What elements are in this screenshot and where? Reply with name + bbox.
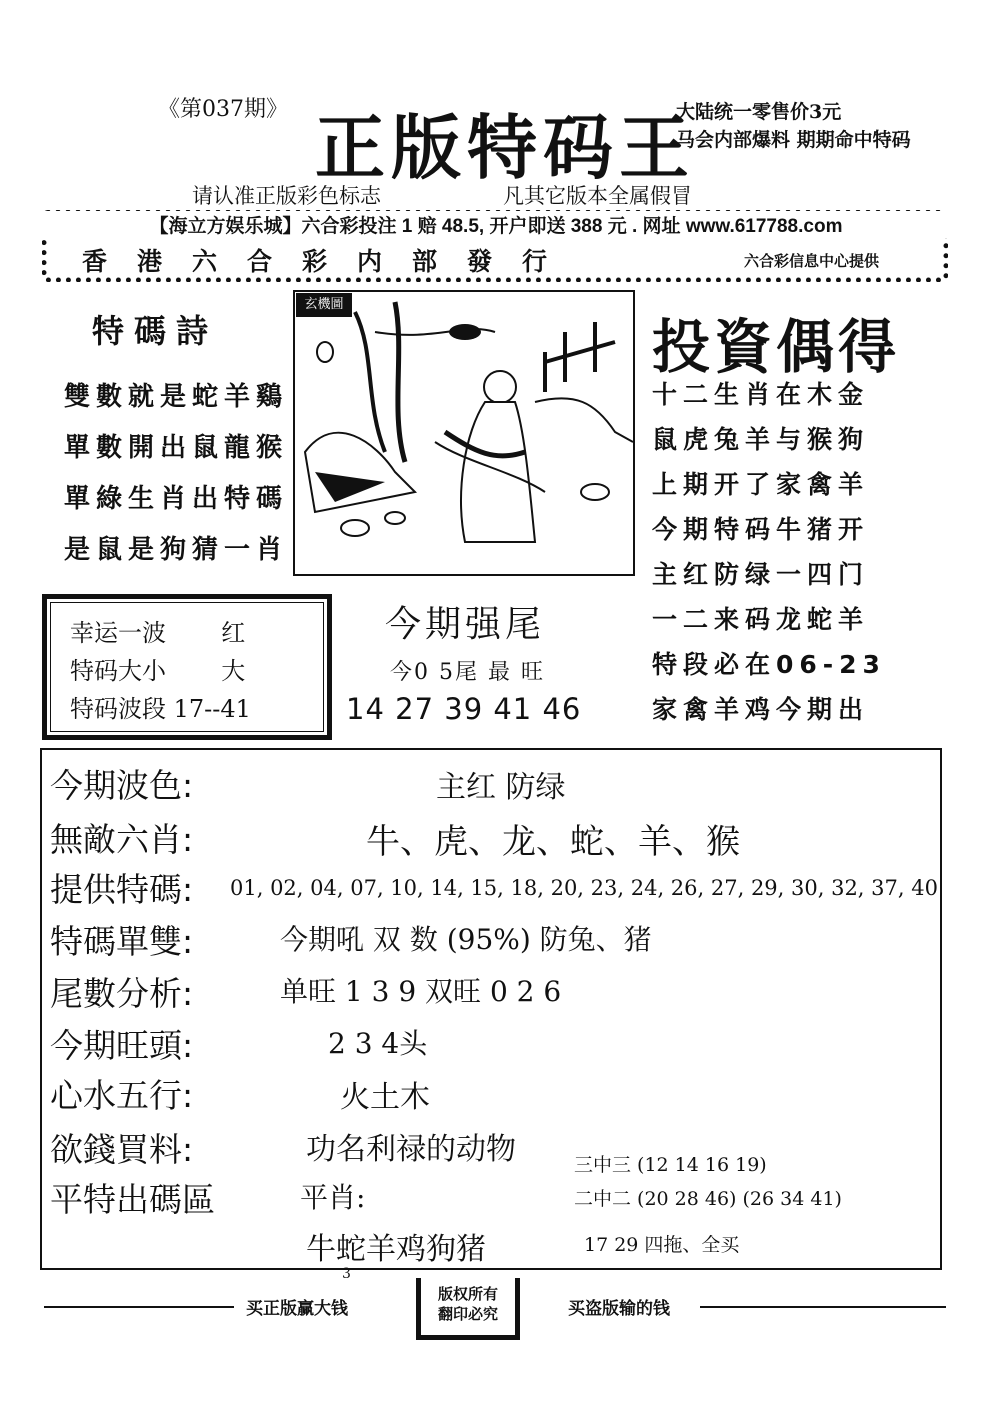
issuer-text: 香港六合彩内部發行 (82, 247, 578, 276)
copyright-box (416, 1278, 520, 1340)
invest-line: 十二生肖在木金 (652, 380, 870, 409)
money-label: 欲錢買料: (50, 1130, 194, 1169)
copyright-line: 版权所有 (437, 1285, 498, 1303)
color-value: 主红 防绿 (436, 770, 566, 805)
flat-label: 平特出碼區 (50, 1180, 215, 1219)
head-value: 2 3 4头 (328, 1027, 428, 1060)
poem-lines (64, 372, 288, 576)
footer-line-left (44, 1306, 234, 1308)
strong-tail-sub: 今0 5尾 最 旺 (390, 660, 545, 685)
lucky-info (70, 614, 251, 728)
six-animals-value: 牛、虎、龙、蛇、羊、猴 (366, 822, 740, 862)
illustration (293, 290, 635, 576)
two-two: 二中二 (20 28 46) (26 34 41) (574, 1188, 842, 1210)
sage-illustration (295, 292, 633, 574)
issue-number: 《第037期》 (158, 97, 288, 122)
poem-title: 特碼詩 (92, 312, 219, 350)
poem-line: 是鼠是狗猜一肖 (64, 535, 289, 565)
price-info (676, 98, 911, 154)
odd-even-label: 特碼單雙: (50, 922, 194, 961)
provider-text: 六合彩信息中心提供 (744, 252, 880, 270)
price-text: 大陆统一零售价3元 (676, 101, 842, 123)
counterfeit-warning: 凡其它版本全属假冒 (503, 184, 692, 208)
lucky-label: 特码大小 (70, 657, 166, 685)
element-value: 火土木 (340, 1080, 430, 1115)
copyright-line: 翻印必究 (437, 1305, 498, 1323)
page-title: 正版特码王 (315, 106, 695, 189)
lucky-row (70, 690, 251, 728)
lucky-value: 红 (221, 619, 246, 647)
invest-line: 家禽羊鸡今期出 (652, 695, 870, 724)
tail-label: 尾數分析: (50, 974, 194, 1013)
tagline-text: 马会内部爆料 期期命中特码 (676, 129, 911, 151)
invest-line: 主红防绿一四门 (652, 560, 870, 589)
invest-line: 鼠虎兔羊与猴狗 (652, 425, 870, 454)
element-label: 心水五行: (50, 1076, 194, 1115)
invest-line: 上期开了家禽羊 (652, 470, 870, 499)
invest-line: 今期特码牛猪开 (652, 515, 870, 544)
codes-label: 提供特碼: (50, 870, 194, 909)
lucky-label: 幸运一波 (70, 619, 166, 647)
four-drag: 17 29 四拖、全买 (584, 1234, 740, 1256)
strong-tail-numbers: 14 27 39 41 46 (346, 692, 582, 726)
tail-value: 单旺 1 3 9 双旺 0 2 6 (280, 975, 562, 1008)
strong-tail-title: 今期强尾 (385, 604, 546, 645)
codes-value: 01, 02, 04, 07, 10, 14, 15, 18, 20, 23, 24, 26, 27, 29, 30, 32, 37, 40 (230, 876, 938, 900)
invest-title: 投資偶得 (652, 313, 901, 381)
invest-line: 一二来码龙蛇羊 (652, 605, 870, 634)
lucky-row (70, 614, 251, 652)
page-number: 3 (342, 1266, 351, 1282)
flat-animals: 牛蛇羊鸡狗猪 (306, 1232, 486, 1267)
three-three: 三中三 (12 14 16 19) (574, 1154, 767, 1176)
invest-lines (652, 372, 886, 732)
invest-line: 特段必在06-23 (652, 650, 886, 679)
footer-left-text: 买正版赢大钱 (246, 1299, 348, 1319)
six-animals-label: 無敵六肖: (50, 820, 194, 859)
poem-line: 雙數就是蛇羊鷄 (64, 382, 289, 412)
head-label: 今期旺頭: (50, 1026, 194, 1065)
footer-line-right (700, 1306, 946, 1308)
lucky-value: 17--41 (173, 695, 251, 723)
ad-banner: 【海立方娱乐城】六合彩投注 1 赔 48.5, 开户即送 388 元 . 网址 www.617788.com (40, 211, 952, 238)
flat-sub: 平肖: (300, 1181, 366, 1214)
footer-right-text: 买盗版输的钱 (568, 1299, 670, 1319)
poem-line: 單綠生肖出特碼 (64, 484, 289, 514)
money-value: 功名利禄的动物 (306, 1132, 516, 1167)
lucky-row (70, 652, 251, 690)
illustration-tag: 玄機圖 (296, 293, 352, 317)
lucky-label: 特码波段 (70, 695, 166, 723)
color-label: 今期波色: (50, 766, 194, 805)
poem-line: 單數開出鼠龍猴 (64, 433, 289, 463)
lucky-value: 大 (221, 657, 246, 685)
odd-even-value: 今期吼 双 数 (95%) 防兔、猪 (280, 923, 652, 956)
authentic-warning: 请认准正版彩色标志 (192, 184, 381, 208)
